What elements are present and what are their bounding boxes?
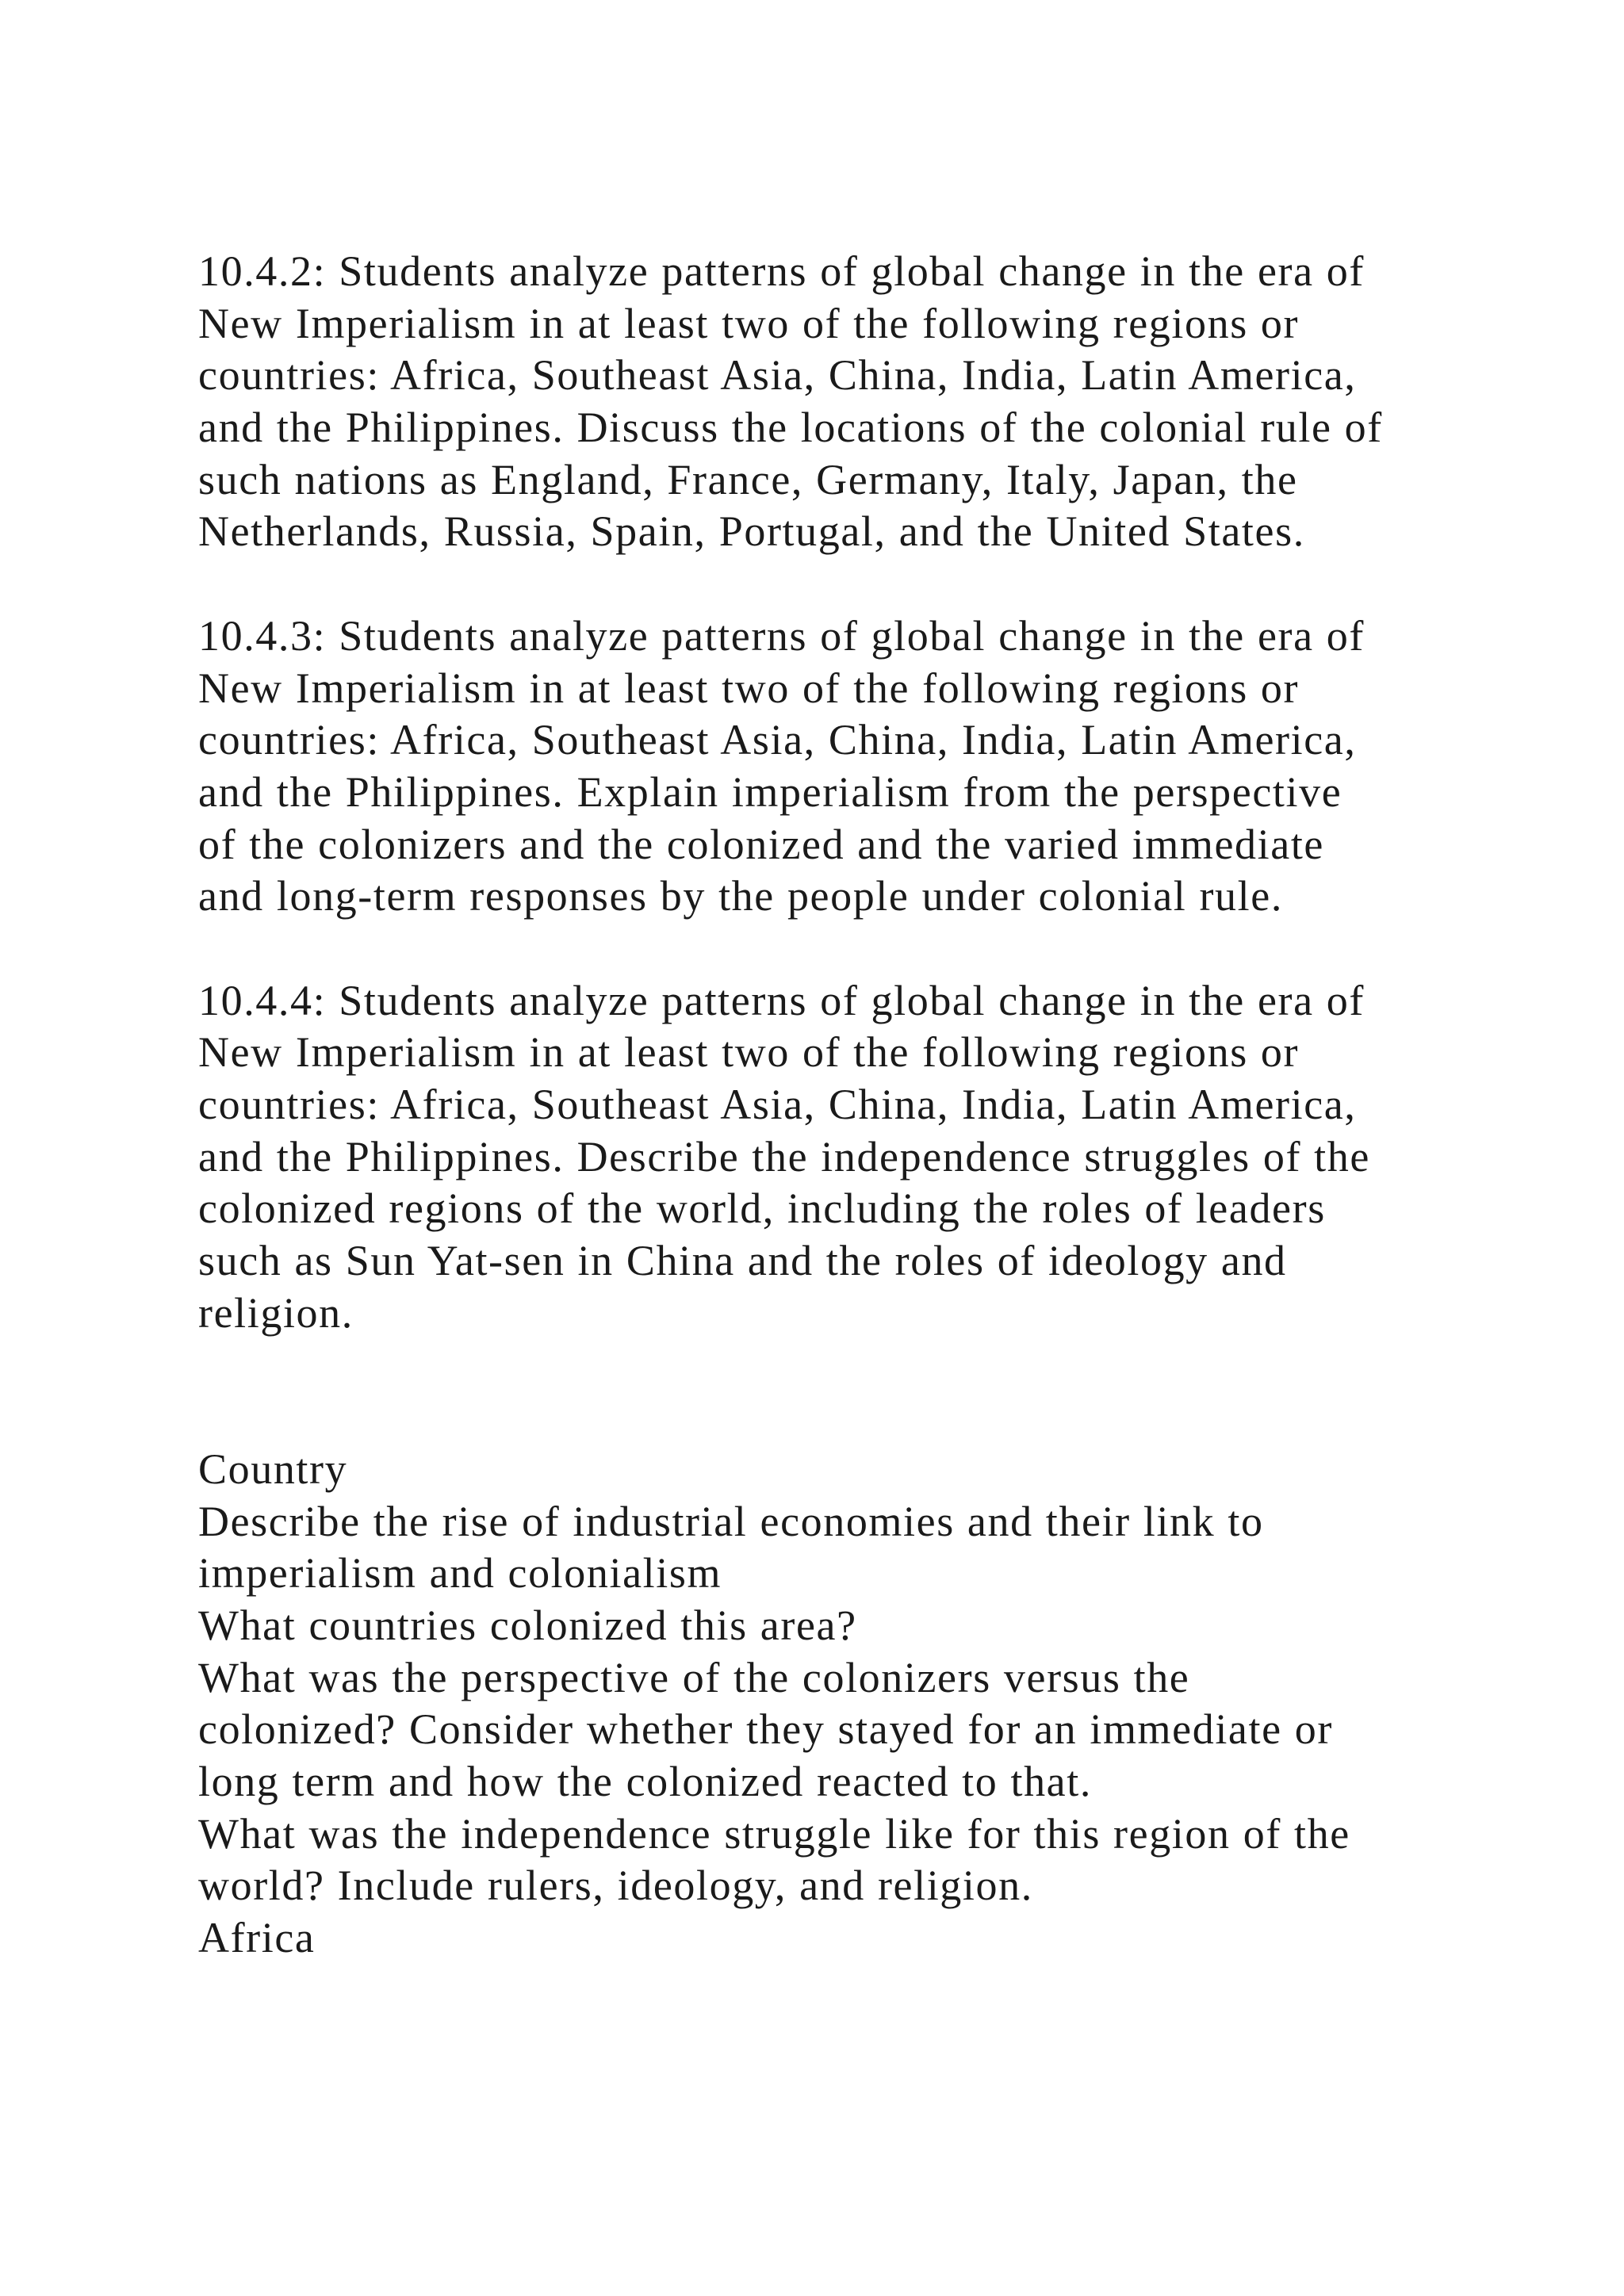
- text-line: 10.4.4: Students analyze patterns of global change in the era of: [198, 976, 1365, 1024]
- table-header-line: Describe the rise of industrial economies and their link to: [198, 1497, 1264, 1545]
- standard-10-4-2: [198, 246, 1610, 558]
- text-line: such as Sun Yat-sen in China and the roles of ideology and: [198, 1237, 1287, 1285]
- text-line: colonized regions of the world, including the roles of leaders: [198, 1184, 1326, 1233]
- document-body: [198, 246, 1610, 1965]
- table-header-line: world? Include rulers, ideology, and religion.: [198, 1862, 1033, 1910]
- text-line: countries: Africa, Southeast Asia, China, India, Latin America,: [198, 716, 1357, 764]
- text-line: religion.: [198, 1288, 354, 1337]
- text-line: of the colonizers and the colonized and the varied immediate: [198, 820, 1324, 868]
- text-line: Netherlands, Russia, Spain, Portugal, and the United States.: [198, 507, 1305, 556]
- table-text: [198, 1444, 1610, 1965]
- table-header-line: What was the perspective of the colonizers versus the: [198, 1653, 1190, 1701]
- standard-10-4-3: [198, 610, 1610, 923]
- text-line: 10.4.3: Students analyze patterns of global change in the era of: [198, 611, 1365, 660]
- table-header-country: Country: [198, 1445, 348, 1493]
- paragraph-gap: [198, 923, 1610, 975]
- table-row-africa: Africa: [198, 1914, 316, 1962]
- text-line: 10.4.2: Students analyze patterns of global change in the era of: [198, 247, 1365, 295]
- text-line: countries: Africa, Southeast Asia, China, India, Latin America,: [198, 1081, 1357, 1128]
- text-line: and the Philippines. Describe the independence struggles of the: [198, 1132, 1370, 1181]
- text-line: New Imperialism in at least two of the following regions or: [198, 664, 1300, 712]
- text-line: countries: Africa, Southeast Asia, China, India, Latin America,: [198, 351, 1357, 400]
- text-line: and long-term responses by the people under colonial rule.: [198, 872, 1283, 920]
- table-header-line: What countries colonized this area?: [198, 1601, 857, 1649]
- text-line: New Imperialism in at least two of the following regions or: [198, 1028, 1300, 1077]
- text-line: such nations as England, France, Germany, Italy, Japan, the: [198, 455, 1298, 503]
- standard-10-4-4: [198, 975, 1610, 1340]
- table-header-line: colonized? Consider whether they stayed for an immediate or: [198, 1705, 1333, 1754]
- table-header-line: long term and how the colonized reacted to that.: [198, 1757, 1092, 1805]
- text-line: New Imperialism in at least two of the following regions or: [198, 299, 1300, 347]
- section-gap: [198, 1339, 1610, 1443]
- table-header-line: What was the independence struggle like for this region of the: [198, 1809, 1350, 1858]
- paragraph-gap: [198, 558, 1610, 610]
- table-header-line: imperialism and colonialism: [198, 1549, 722, 1598]
- text-line: and the Philippines. Discuss the locations of the colonial rule of: [198, 404, 1383, 452]
- text-line: and the Philippines. Explain imperialism from the perspective: [198, 767, 1342, 816]
